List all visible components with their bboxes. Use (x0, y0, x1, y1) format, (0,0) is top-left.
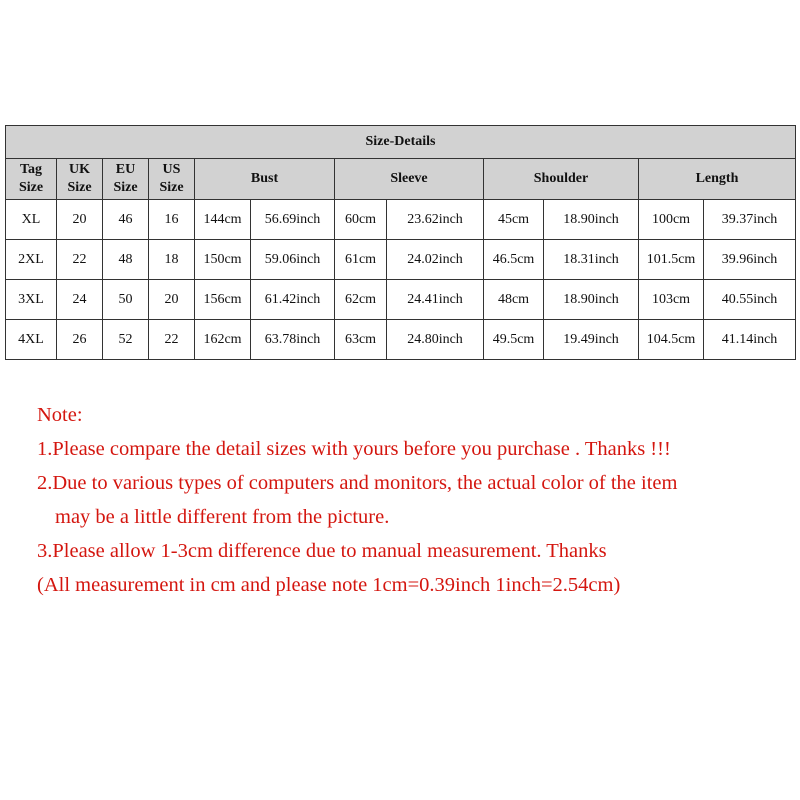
eu-size-cell: 50 (103, 280, 149, 320)
shoulder-cm-cell: 48cm (484, 280, 544, 320)
length-inch-cell: 40.55inch (704, 280, 796, 320)
bust-cm-cell: 150cm (195, 240, 251, 280)
sleeve-cm-cell: 60cm (335, 200, 387, 240)
shoulder-inch-cell: 18.31inch (544, 240, 639, 280)
sleeve-cm-cell: 61cm (335, 240, 387, 280)
length-header: Length (639, 159, 796, 200)
note-heading: Note: (37, 404, 83, 426)
length-inch-cell: 39.96inch (704, 240, 796, 280)
uk-size-cell: 24 (57, 280, 103, 320)
uk-size-header: UK Size (57, 159, 103, 200)
table-title: Size-Details (6, 126, 796, 159)
eu-size-cell: 52 (103, 320, 149, 360)
eu-size-cell: 46 (103, 200, 149, 240)
length-inch-cell: 41.14inch (704, 320, 796, 360)
note-line-1: 1.Please compare the detail sizes with yours before you purchase . Thanks !!! (37, 438, 671, 460)
table-row (6, 320, 796, 360)
note-line-4: (All measurement in cm and please note 1cm=0.39inch 1inch=2.54cm) (37, 574, 621, 596)
shoulder-cm-cell: 49.5cm (484, 320, 544, 360)
sleeve-inch-cell: 24.02inch (387, 240, 484, 280)
bust-inch-cell: 56.69inch (251, 200, 335, 240)
tag-size-cell: XL (6, 200, 57, 240)
bust-inch-cell: 61.42inch (251, 280, 335, 320)
sleeve-cm-cell: 62cm (335, 280, 387, 320)
bust-cm-cell: 156cm (195, 280, 251, 320)
bust-inch-cell: 63.78inch (251, 320, 335, 360)
uk-size-cell: 20 (57, 200, 103, 240)
table-row (6, 240, 796, 280)
header-row (6, 159, 796, 200)
us-size-cell: 22 (149, 320, 195, 360)
shoulder-inch-cell: 19.49inch (544, 320, 639, 360)
length-cm-cell: 103cm (639, 280, 704, 320)
size-chart-table (5, 125, 796, 360)
uk-size-cell: 26 (57, 320, 103, 360)
shoulder-inch-cell: 18.90inch (544, 200, 639, 240)
note-line-3: 3.Please allow 1-3cm difference due to manual measurement. Thanks (37, 540, 607, 562)
note-line-2-continued: may be a little different from the picture. (55, 506, 390, 528)
sleeve-header: Sleeve (335, 159, 484, 200)
shoulder-cm-cell: 46.5cm (484, 240, 544, 280)
bust-inch-cell: 59.06inch (251, 240, 335, 280)
bust-cm-cell: 162cm (195, 320, 251, 360)
us-size-header: US Size (149, 159, 195, 200)
sleeve-inch-cell: 24.41inch (387, 280, 484, 320)
sleeve-inch-cell: 23.62inch (387, 200, 484, 240)
us-size-cell: 20 (149, 280, 195, 320)
sleeve-inch-cell: 24.80inch (387, 320, 484, 360)
length-cm-cell: 104.5cm (639, 320, 704, 360)
eu-size-header: EU Size (103, 159, 149, 200)
bust-cm-cell: 144cm (195, 200, 251, 240)
eu-size-cell: 48 (103, 240, 149, 280)
shoulder-cm-cell: 45cm (484, 200, 544, 240)
uk-size-cell: 22 (57, 240, 103, 280)
sleeve-cm-cell: 63cm (335, 320, 387, 360)
notes-section (37, 400, 787, 604)
length-inch-cell: 39.37inch (704, 200, 796, 240)
shoulder-header: Shoulder (484, 159, 639, 200)
bust-header: Bust (195, 159, 335, 200)
us-size-cell: 18 (149, 240, 195, 280)
table-row (6, 280, 796, 320)
tag-size-cell: 3XL (6, 280, 57, 320)
table-row (6, 200, 796, 240)
title-row (6, 126, 796, 159)
us-size-cell: 16 (149, 200, 195, 240)
note-line-2: 2.Due to various types of computers and monitors, the actual color of the item (37, 472, 678, 494)
length-cm-cell: 101.5cm (639, 240, 704, 280)
shoulder-inch-cell: 18.90inch (544, 280, 639, 320)
tag-size-cell: 2XL (6, 240, 57, 280)
tag-size-cell: 4XL (6, 320, 57, 360)
tag-size-header: Tag Size (6, 159, 57, 200)
length-cm-cell: 100cm (639, 200, 704, 240)
